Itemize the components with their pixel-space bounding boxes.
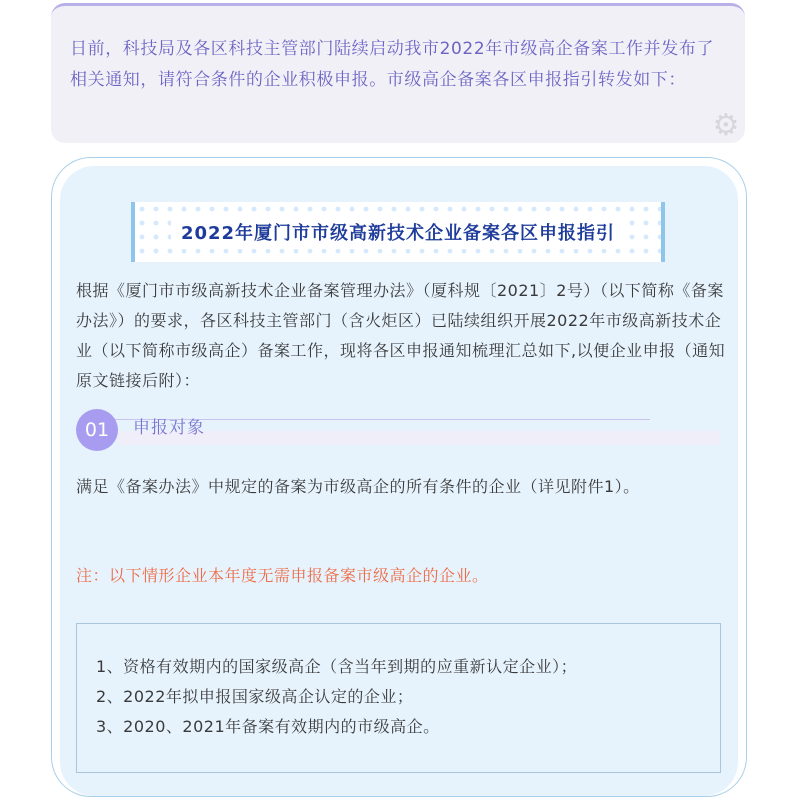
article-title-banner <box>131 202 665 262</box>
exclusion-list <box>77 624 720 742</box>
section-heading: 申报对象 <box>133 418 205 438</box>
note-text: 注：以下情形企业本年度无需申报备案市级高企的企业。 <box>76 566 489 585</box>
intro-paragraph: 根据《厦门市市级高新技术企业备案管理办法》（厦科规〔2021〕2号）（以下简称《备案办法》）的要求，各区科技主管部门（含火炬区）已陆续组织开展2022年市级高新技术企业（以下简称市级高企）备案工作，现将各区申报通知梳理汇总如下,以便企业申报（通知原文链接后附）： <box>76 281 726 390</box>
exclusion-item: 1、资格有效期内的国家级高企（含当年到期的应重新认定企业）； <box>96 657 578 676</box>
intro-box <box>51 3 745 143</box>
article-title: 2022年厦门市市级高新技术企业备案各区申报指引 <box>171 215 625 249</box>
exclusion-item: 3、2020、2021年备案有效期内的市级高企。 <box>96 717 440 736</box>
gear-icon[interactable]: ⚙ <box>712 108 740 143</box>
exclusion-item: 2、2022年拟申报国家级高企认定的企业； <box>96 687 414 706</box>
section-band <box>118 431 720 445</box>
exclusion-box <box>76 623 721 773</box>
section-number-badge: 01 <box>76 409 118 451</box>
intro-text: 日前，科技局及各区科技主管部门陆续启动我市2022年市级高企备案工作并发布了相关通知，请符合条件的企业积极申报。市级高企备案各区申报指引转发如下： <box>70 39 715 90</box>
section-body: 满足《备案办法》中规定的备案为市级高企的所有条件的企业（详见附件1）。 <box>76 477 640 496</box>
